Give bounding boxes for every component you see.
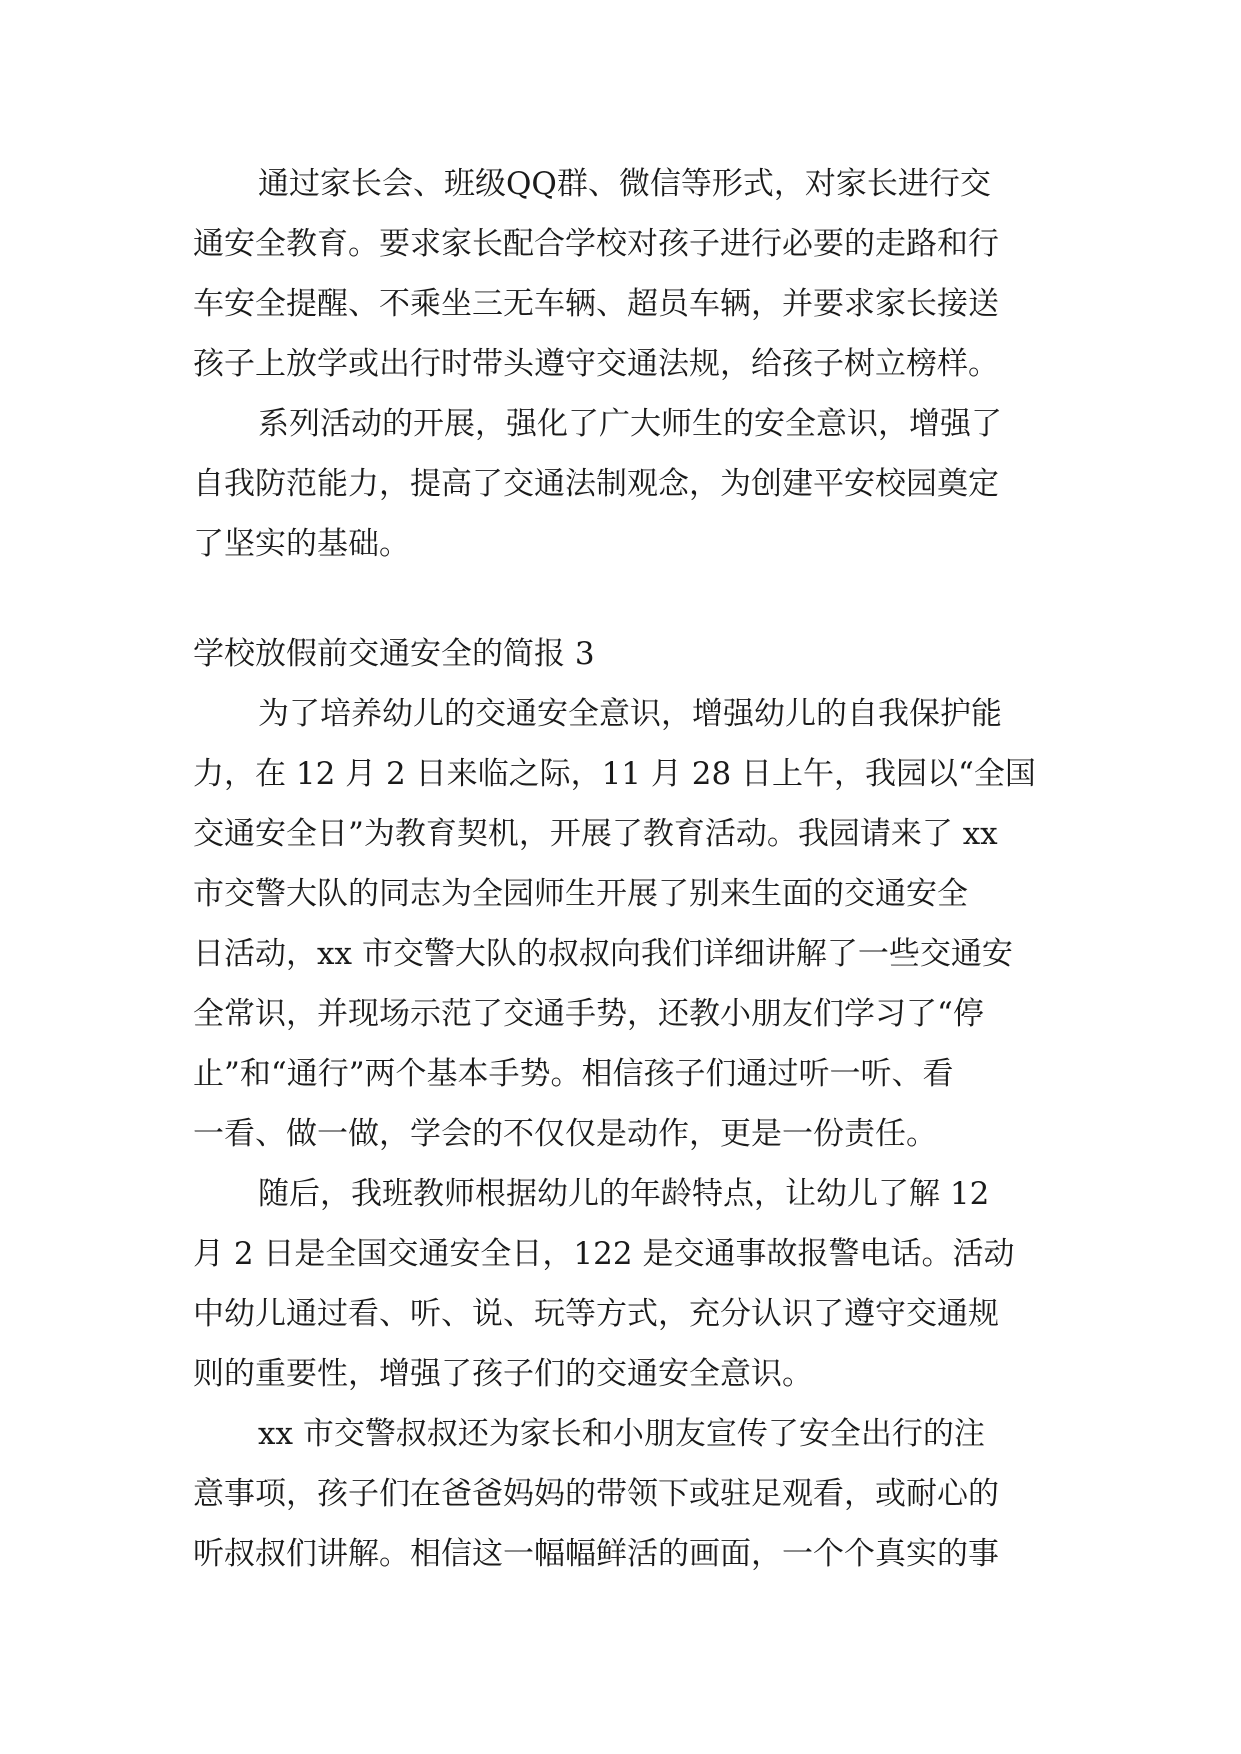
paragraph-line: 系列活动的开展，强化了广大师生的安全意识，增强了	[258, 406, 1002, 442]
paragraph-line: xx 市交警叔叔还为家长和小朋友宣传了安全出行的注	[258, 1416, 985, 1452]
paragraph-line: 车安全提醒、不乘坐三无车辆、超员车辆，并要求家长接送	[193, 286, 999, 322]
paragraph-line: 市交警大队的同志为全园师生开展了别来生面的交通安全	[193, 876, 968, 912]
paragraph-line: 随后，我班教师根据幼儿的年龄特点，让幼儿了解 12	[258, 1176, 990, 1212]
paragraph-line: 自我防范能力，提高了交通法制观念，为创建平安校园奠定	[193, 466, 999, 502]
paragraph-line: 听叔叔们讲解。相信这一幅幅鲜活的画面，一个个真实的事	[193, 1536, 999, 1572]
paragraph-line: 则的重要性，增强了孩子们的交通安全意识。	[193, 1356, 813, 1392]
paragraph-line: 了坚实的基础。	[193, 526, 410, 562]
paragraph-line: 止”和“通行”两个基本手势。相信孩子们通过听一听、看	[193, 1056, 954, 1092]
paragraph-line: 通安全教育。要求家长配合学校对孩子进行必要的走路和行	[193, 226, 999, 262]
paragraph-line: 交通安全日”为教育契机，开展了教育活动。我园请来了 xx	[193, 816, 998, 852]
paragraph-line: 通过家长会、班级QQ群、微信等形式，对家长进行交	[258, 166, 991, 202]
paragraph-line: 力，在 12 月 2 日来临之际，11 月 28 日上午，我园以“全国	[193, 756, 1036, 792]
section-heading: 学校放假前交通安全的简报 3	[193, 636, 595, 672]
paragraph-line: 全常识，并现场示范了交通手势，还教小朋友们学习了“停	[193, 996, 984, 1032]
paragraph-line: 一看、做一做，学会的不仅仅是动作，更是一份责任。	[193, 1116, 937, 1152]
paragraph-line: 为了培养幼儿的交通安全意识，增强幼儿的自我保护能	[258, 696, 1002, 732]
paragraph-line: 月 2 日是全国交通安全日，122 是交通事故报警电话。活动	[193, 1236, 1015, 1272]
paragraph-line: 日活动，xx 市交警大队的叔叔向我们详细讲解了一些交通安	[193, 936, 1013, 972]
paragraph-line: 孩子上放学或出行时带头遵守交通法规，给孩子树立榜样。	[193, 346, 999, 382]
paragraph-line: 中幼儿通过看、听、说、玩等方式，充分认识了遵守交通规	[193, 1296, 999, 1332]
paragraph-line: 意事项，孩子们在爸爸妈妈的带领下或驻足观看，或耐心的	[193, 1476, 999, 1512]
